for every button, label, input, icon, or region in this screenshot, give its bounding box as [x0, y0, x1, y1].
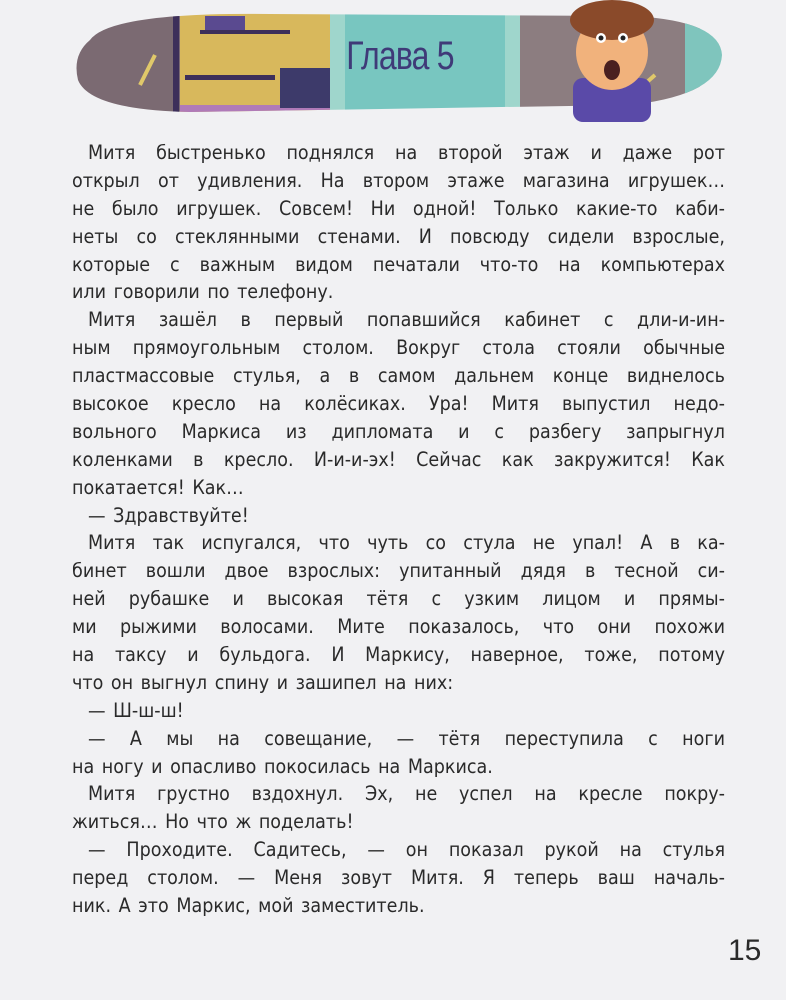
text-line: коленками в кресло. И-и-и-эх! Сейчас как закружится! Как — [72, 447, 725, 471]
text-line: — Здравствуйте! — [88, 503, 249, 527]
text-line: перед столом. — Меня зовут Митя. Я теперь ваш началь- — [72, 866, 725, 890]
text-line: Митя так испугался, что чуть со стула не упал! А в ка- — [88, 531, 725, 555]
text-line: на ногу и опасливо покосилась на Маркиса. — [72, 754, 493, 778]
text-line: — Ш-ш-ш! — [88, 698, 184, 722]
text-line: неты со стеклянными стенами. И повсюду сидели взрослые, — [72, 224, 725, 248]
text-line: ник. А это Маркис, мой заместитель. — [72, 894, 425, 918]
text-line: что он выгнул спину и зашипел на них: — [72, 670, 454, 694]
paragraph — [72, 139, 725, 306]
text-line: — Проходите. Садитесь, — он показал рукой на стулья — [88, 838, 725, 862]
text-line: Митя зашёл в первый попавшийся кабинет с дли-и-ин- — [88, 308, 725, 332]
text-line: Митя быстренько поднялся на второй этаж и даже рот — [88, 141, 725, 164]
paragraph — [72, 780, 725, 836]
text-line: открыл от удивления. На втором этаже магазина игрушек… — [72, 168, 725, 192]
text-line: Митя грустно вздохнул. Эх, не успел на кресле покру- — [88, 782, 725, 806]
text-line: пластмассовые стулья, а в самом дальнем конце виднелось — [72, 364, 725, 388]
text-line: вольного Маркиса из дипломата и с разбегу запрыгнул — [72, 419, 725, 443]
body-text — [72, 139, 725, 920]
page-number: 15 — [728, 934, 762, 967]
chapter-title: Глава 5 — [346, 34, 454, 78]
text-line: которые с важным видом печатали что-то на компьютерах — [72, 252, 725, 276]
paragraph — [72, 836, 725, 920]
text-line: бинет вошли двое взрослых: упитанный дядя в тесной си- — [72, 559, 725, 583]
paragraph — [72, 529, 725, 696]
paragraph — [72, 306, 725, 501]
paragraph — [72, 725, 725, 781]
paragraph — [72, 502, 725, 530]
text-line: ным прямоугольным столом. Вокруг стола стояли обычные — [72, 336, 725, 360]
paragraph — [72, 697, 725, 725]
text-line: высокое кресло на колёсиках. Ура! Митя выпустил недо- — [72, 392, 725, 416]
text-line: не было игрушек. Совсем! Ни одной! Только какие-то каби- — [72, 196, 725, 220]
text-line: покатается! Как… — [72, 475, 244, 499]
text-line: — А мы на совещание, — тётя переступила с ноги — [88, 726, 725, 750]
text-line: ней рубашке и высокая тётя с узким лицом и прямы- — [72, 587, 725, 611]
text-line: или говорили по телефону. — [72, 280, 334, 304]
text-line: ми рыжими волосами. Мите показалось, что они похожи — [72, 615, 725, 639]
text-line: житься… Но что ж поделать! — [72, 810, 354, 834]
text-line: на таксу и бульдога. И Маркису, наверное, тоже, потому — [72, 643, 725, 667]
boy-character — [570, 0, 654, 122]
